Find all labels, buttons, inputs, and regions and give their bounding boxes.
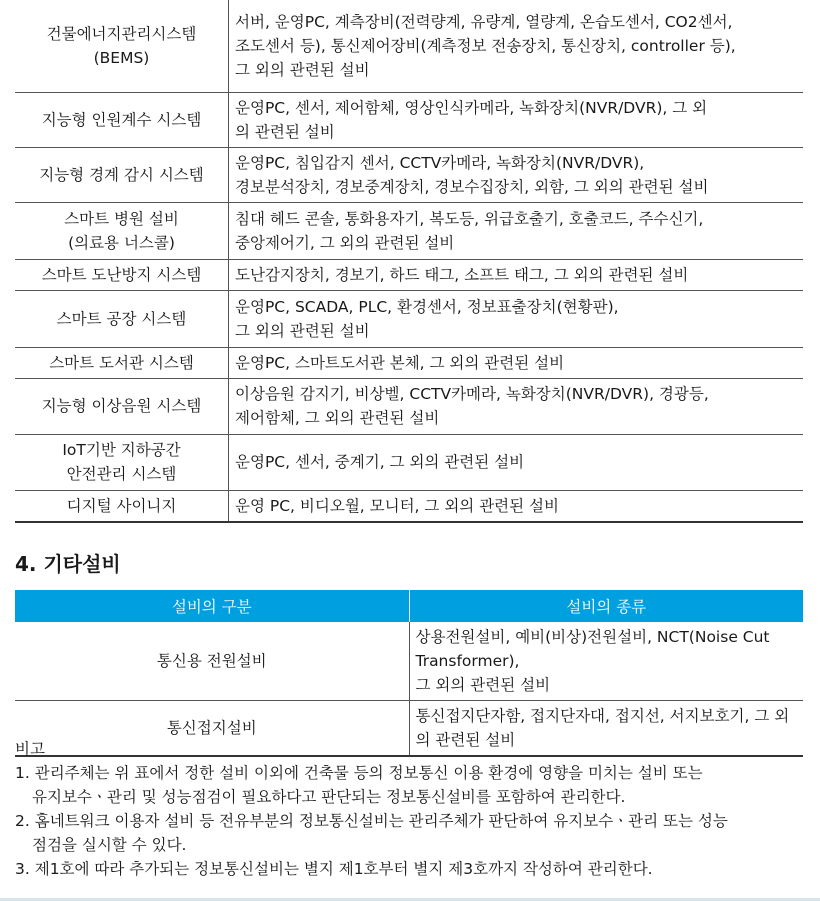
items-cell: 운영PC, SCADA, PLC, 환경센서, 정보표출장치(현황판), 그 외의 관련된 설비 [229, 290, 804, 347]
table-row [15, 378, 803, 434]
table-row [15, 202, 803, 259]
items-cell: 운영PC, 침입감지 센서, CCTV카메라, 녹화장치(NVR/DVR), 경보분석장치, 경보중계장치, 경보수집장치, 외함, 그 외의 관련된 설비 [229, 147, 804, 202]
items-cell: 도난감지장치, 경보기, 하드 태그, 소프트 태그, 그 외의 관련된 설비 [229, 259, 804, 290]
table-row [15, 147, 803, 202]
items-cell: 침대 헤드 콘솔, 통화용자기, 복도등, 위급호출기, 호출코드, 주수신기, 중앙제어기, 그 외의 관련된 설비 [229, 202, 804, 259]
notes-heading: 비고 [15, 740, 45, 758]
category-cell: 스마트 공장 시스템 [15, 290, 229, 347]
table-row [15, 92, 803, 147]
items-cell: 통신접지단자함, 접지단자대, 접지선, 서지보호기, 그 외의 관련된 설비 [409, 701, 803, 757]
table-row [15, 434, 803, 490]
notes [15, 737, 805, 881]
category-cell: 스마트 병원 설비 (의료용 너스콜) [15, 202, 229, 259]
equipment-table [15, 0, 803, 523]
table-header-row [15, 590, 803, 622]
note-item: 1. 관리주체는 위 표에서 정한 설비 이외에 건축물 등의 정보통신 이용 환경에 영향을 미치는 설비 또는 유지보수ㆍ관리 및 성능점검이 필요하다고 판단되는 정보통신설비를 포함하여 관리한다. [15, 764, 703, 806]
table-row [15, 259, 803, 290]
category-cell: 스마트 도서관 시스템 [15, 347, 229, 378]
section-title: 4. 기타설비 [15, 552, 121, 576]
column-header-category: 설비의 구분 [15, 590, 409, 622]
table-row [15, 290, 803, 347]
items-cell: 이상음원 감지기, 비상벨, CCTV카메라, 녹화장치(NVR/DVR), 경광등, 제어함체, 그 외의 관련된 설비 [229, 378, 804, 434]
note-item: 2. 홈네트워크 이용자 설비 등 전유부분의 정보통신설비는 관리주체가 판단하여 유지보수ㆍ관리 또는 성능 점검을 실시할 수 있다. [15, 812, 728, 854]
category-cell: 디지털 사이니지 [15, 490, 229, 522]
table-row [15, 0, 803, 92]
items-cell: 운영 PC, 비디오월, 모니터, 그 외의 관련된 설비 [229, 490, 804, 522]
other-equipment-table [15, 590, 803, 757]
table-row [15, 622, 803, 701]
category-cell: 스마트 도난방지 시스템 [15, 259, 229, 290]
table-row [15, 347, 803, 378]
category-cell: 통신접지설비 [15, 701, 409, 757]
category-cell: 건물에너지관리시스템 (BEMS) [15, 0, 229, 92]
items-cell: 운영PC, 센서, 제어함체, 영상인식카메라, 녹화장치(NVR/DVR), 그 외 의 관련된 설비 [229, 92, 804, 147]
category-cell: 지능형 인원계수 시스템 [15, 92, 229, 147]
category-cell: 통신용 전원설비 [15, 622, 409, 701]
category-cell: 지능형 경계 감시 시스템 [15, 147, 229, 202]
items-cell: 상용전원설비, 예비(비상)전원설비, NCT(Noise Cut Transformer), 그 외의 관련된 설비 [409, 622, 803, 701]
table-row [15, 490, 803, 522]
items-cell: 서버, 운영PC, 계측장비(전력량계, 유량계, 열량계, 온습도센서, CO2센서, 조도센서 등), 통신제어장비(계측정보 전송장치, 통신장치, controller 등), 그 외의 관련된 설비 [229, 0, 804, 92]
category-cell: IoT기반 지하공간 안전관리 시스템 [15, 434, 229, 490]
items-cell: 운영PC, 스마트도서관 본체, 그 외의 관련된 설비 [229, 347, 804, 378]
column-header-items: 설비의 종류 [409, 590, 803, 622]
items-cell: 운영PC, 센서, 중계기, 그 외의 관련된 설비 [229, 434, 804, 490]
note-item: 3. 제1호에 따라 추가되는 정보통신설비는 별지 제1호부터 별지 제3호까지 작성하여 관리한다. [15, 860, 653, 878]
category-cell: 지능형 이상음원 시스템 [15, 378, 229, 434]
